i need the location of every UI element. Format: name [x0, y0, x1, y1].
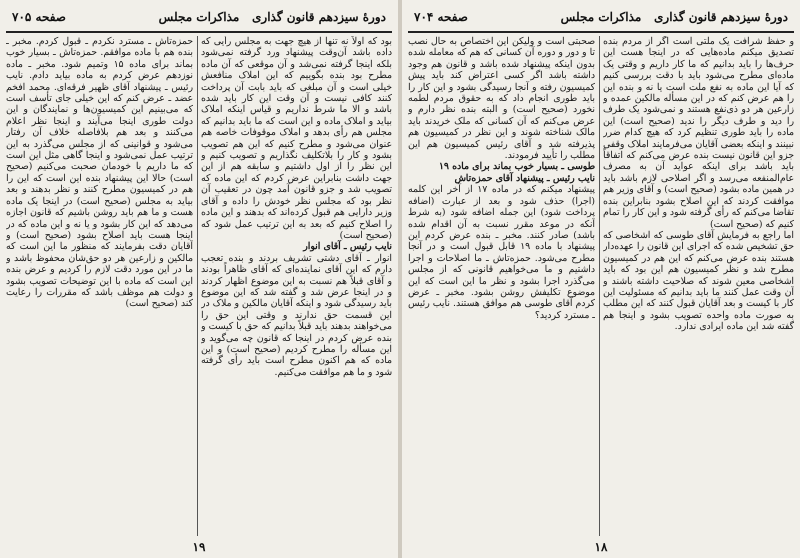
page-705	[0, 0, 398, 558]
header-rule	[408, 31, 794, 33]
right-column	[603, 36, 794, 536]
paragraph: پیشنهاد میکنم که در ماده ۱۷ از آخر این کلمه (اجرا) حذف شود و بعد از عبارت (اضافه پرداخت شود) این جمله اضافه شود (به شرط آنکه در موعد مقرر نسبت به آن اقدام شده باشد) صادر کنند. مخبر ـ بنده عرض کردم این پیشنهاد با ماده ۱۹ قابل قبول است و در آنجا مطرح می‌شود. حمزه‌تاش ـ ما اصلاحات و اجرا داشتیم و ما می‌خواهیم قانونی که از مجلس می‌گذرد اجرا بشود و نظر ما این است که این موضوع تکلیفش روشن بشود. مخبر ـ عرض کردم آقای طوسی هم موافق هستند. نایب رئیس ـ مسترد کردید؟	[408, 184, 595, 321]
paragraph: و حفظ شرافت یک ملتی است اگر از مردم بنده تصدیق میکنم ماده‌هایی که در اینجا هست این حرف‌ها را باید بدانیم که ما کار داریم و وقتی یک ماده‌ای مطرح می‌شود باید با دقت بررسی کنیم که آیا این ماده به نفع ملت است یا نه و بنده این را هم عرض کنم که در این مسأله مالکین عمده و زارعین هر دو ذی‌نفع هستند و نمی‌شود یک طرف را دید و طرف دیگر را ندید (صحیح است) این ماده را باید طوری تنظیم کرد که هیچ کدام ضرر نبینند و اینکه بعضی آقایان می‌فرمایند املاک وقفی جزو این قانون نیست بنده عرض می‌کنم که اتفاقاً باید باشد برای اینکه عواید آن به مصرف عام‌المنفعه می‌رسد و اگر اصلاحی لازم باشد باید در همین ماده بشود (صحیح است) و آقای وزیر هم موافقت کردند که این اصلاح بشود بنابراین بنده تقاضا می‌کنم که رأی گرفته شود و این کار را تمام کنیم که (صحیح است)	[603, 36, 794, 230]
page-header	[408, 8, 794, 30]
page-704	[402, 0, 800, 558]
column-divider	[599, 36, 600, 536]
folio-number: ۱۸	[594, 540, 608, 554]
left-column	[6, 36, 193, 536]
left-column	[408, 36, 595, 536]
right-column	[201, 36, 392, 536]
page-number-label: صفحه ۷۰۴	[414, 10, 468, 24]
column-divider	[197, 36, 198, 536]
speaker-line: طوسی ـ بسیار خوب بماند برای ماده ۱۹	[438, 161, 595, 173]
paragraph: انوار ـ آقای دشتی تشریف بردند و بنده تعجب دارم که این آقای نماینده‌ای که آقای ظاهراً بودند و آقای قبلاً هم نسبت به این موضوع اظهار کردند و در اینجا عرض شد و گفته شد که این موضوع باید رسیدگی شود و اینکه آقایان مالکین و ملاک در این قسمت حق ندارند و وقتی این حق را می‌خواهند بدهند باید قبلاً بدانیم که حق با کیست و بنده عرض کردم در اینجا که قانون چه می‌گوید و این مسأله را مطرح کردیم (صحیح است) و این ماده که هم اکنون مطرح است باید رأی گرفته شود و ما هم موافقت می‌کنیم.	[201, 252, 392, 378]
series-title: دورهٔ سیزدهم قانون گذاری	[252, 10, 386, 24]
center-title: مذاکرات مجلس	[560, 10, 642, 24]
center-title: مذاکرات مجلس	[158, 10, 240, 24]
page-number-label: صفحه ۷۰۵	[12, 10, 66, 24]
paragraph: بود که اولاً نه تنها از هیچ جهت به مجلس رأیی که داده باشد آن‌وقت پیشنهاد ورد گرفته نمی‌شود بلکه اینجا گرفته نمی‌شد و آن موقعی که آن ماده مطرح بود بنده بگوییم که این املاک منافعش خیلی است و آن مبلغی که باید بابت آن پرداخت کنند کافی نیست و آن وقت این کار باید شده باشد و الا ما شرط نداریم و قیاس اینکه املاک بیاید و املاک ماده و این است که ما باید بدانیم که مجلس هم رأی بدهد و املاک موقوفات خاصه هم عنوان می‌شود و مطرح کنیم که این هم تصویب بشود و کار را بلاتکلیف نگذاریم و تصویب کنیم و این نظر را از اول داشتیم و سابقه هم از این جهت داشت بنابراین عرض کردم که این ماده که تصویب شد و جزو قانون آمد چون در تعقیب آن نظر بود که مجلس نظر خودش را داده و آقای وزیر دارایی هم قبول کرده‌اند که بدهند و این ماده را اصلاح کنیم که بعد به این ترتیب عمل شود که (صحیح است)	[201, 36, 392, 241]
folio-number: ۱۹	[192, 540, 206, 554]
paragraph: حمزه‌تاش ـ مسترد نکردم ـ قبول کردم. مخبر ـ بنده هم با ماده موافقم. حمزه‌تاش ـ بسیار خوب بماند برای ماده ۱۵ وتمیم شود. مخبر ـ ماده نوزدهم عرض کردم به ماده بیاید دادم. نایب رئیس ـ پیشنهاد آقای ظهیر فرقه‌ای. محمد افخم عضد ـ عرض کنم که این خیلی جای تأسف است که می‌بینیم این کمیسیون‌ها و نمایندگان و این دولت طوری اینجا می‌آیند و اینجا نظر اعلام می‌کنند و بعد هم بلافاصله خلاف آن رفتار می‌شود و قوانینی که از مجلس می‌گذرد به این ترتیب عمل نمی‌شود و اینجا گاهی مثل این است که ما داریم با خودمان صحبت می‌کنیم (صحیح است) حالا این پیشنهاد بنده این است که این را هم در کمیسیون مطرح کنند و نظر بدهند و بعد بیاید به مجلس (صحیح است) در اینجا یک ماده هست و ما هم باید روشن باشیم که قانون اجازه می‌دهد که این کار بشود و یا نه و این ماده که در اینجا هست باید اصلاح بشود (صحیح است) و آقایان دقت بفرمایند که منظور ما این است که مالکین و زارعین هر دو حق‌شان محفوظ باشد و ما در این مورد دقت لازم را کردیم و عرض بنده این است که ماده با این توضیحات تصویب بشود و دولت هم موظف باشد که مقررات را رعایت کند (صحیح است)	[6, 36, 193, 310]
header-rule	[6, 31, 392, 33]
speaker-line: نایب رئیس ـ آقای انوار	[303, 241, 392, 253]
paragraph: صحبتی است و ولیکن این اختصاص به حال نصب تا و دور و دوره آن کسانی که هم که معامله شده بدون اینکه پیشنهاد شده باشد و قانون هم وجود داشته باشد اگر کسی اعتراض کند باید پیش کمیسیون رفته و آنجا رسیدگی بشود و این کار را باید طوری انجام داد که به حقوق مردم لطمه نخورد (صحیح است) و البته بنده نظر دارم و عرض می‌کنم که آن کسانی که ملک خریدند باید مالک شناخته شوند و این نظر در کمیسیون هم پذیرفته شد و آقای رئیس کمیسیون هم این مطلب را تأیید فرمودند.	[408, 36, 595, 162]
series-title: دورهٔ سیزدهم قانون گذاری	[654, 10, 788, 24]
speaker-line: نایب رئیس ـ پیشنهاد آقای حمزه‌تاش	[454, 172, 595, 184]
paragraph: اما راجع به فرمایش آقای طوسی که اشخاصی که حق تشخیص شده که اجرای این قانون را عهده‌دار هستند بنده عرض می‌کنم که این هم در کمیسیون مطرح شد و نظر کمیسیون هم این بود که باید اشخاصی معین شوند که صلاحیت داشته باشند و آن وقت عمل کنند ما باید بدانیم که مسئولیت این کار با کیست و بعد آقایان قبول کنند که این مطلب به صورت ماده واحده تصویب بشود و اینجا هم گفته شد این ماده ایرادی ندارد.	[603, 229, 794, 333]
page-header	[6, 8, 392, 30]
